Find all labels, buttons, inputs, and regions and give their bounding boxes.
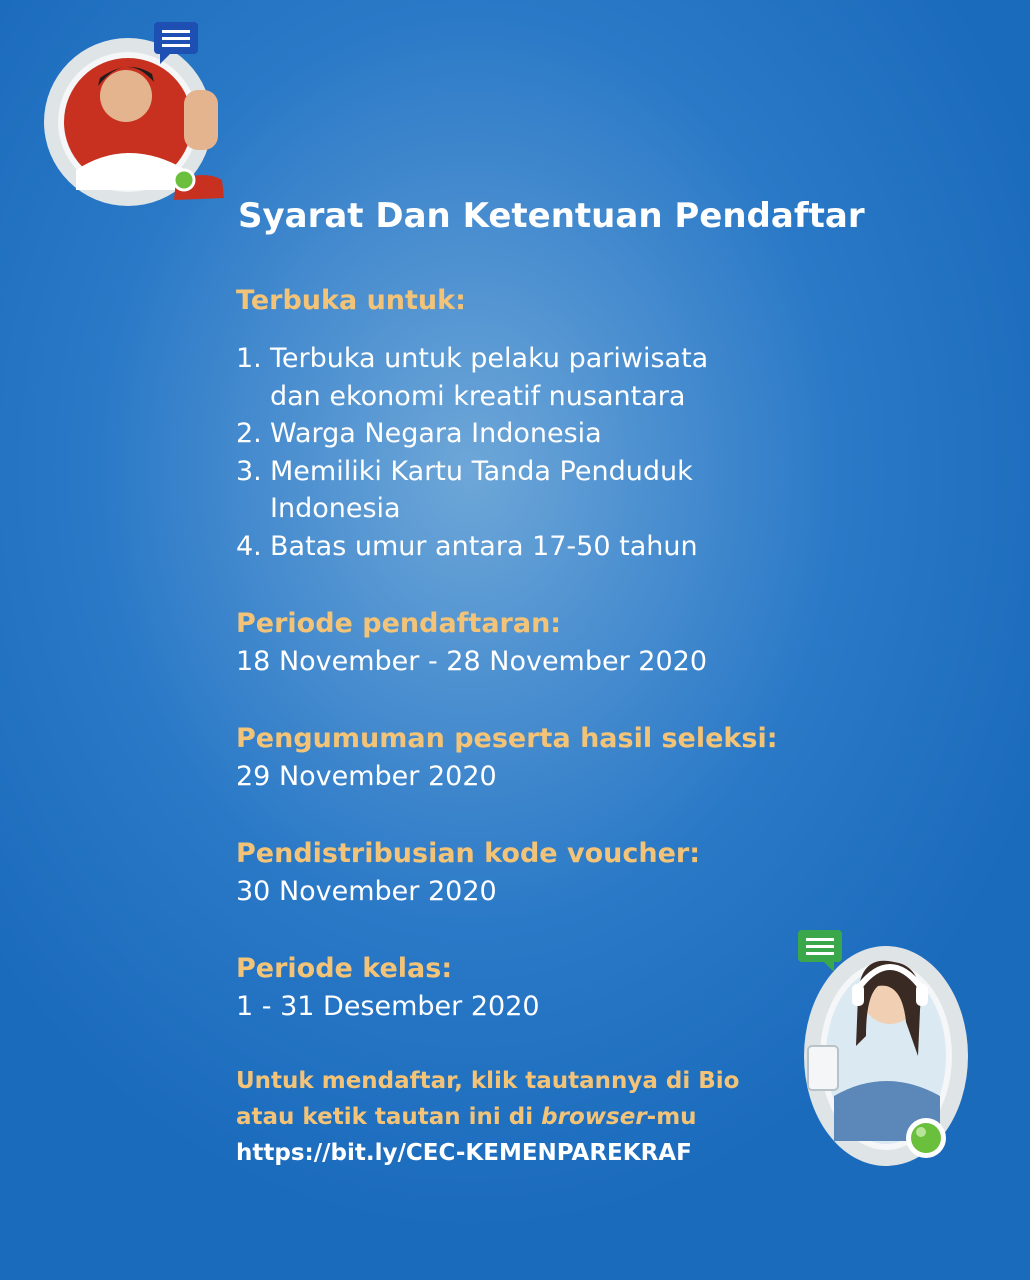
avatar-waving-man [36, 20, 236, 210]
chat-bubble-icon [798, 930, 842, 972]
list-item: 4. Batas umur antara 17-50 tahun [236, 530, 698, 562]
registration-period: Periode pendaftaran: 18 November - 28 November 2020 [236, 608, 707, 677]
list-item: 3. Memiliki Kartu Tanda Penduduk Indonesia [236, 455, 693, 524]
open-to-heading: Terbuka untuk: [236, 285, 466, 316]
requirements-list [236, 340, 796, 565]
list-item: 2. Warga Negara Indonesia [236, 418, 602, 449]
voucher-distribution: Pendistribusian kode voucher: 30 November 2020 [236, 838, 701, 907]
announcement: Pengumuman peserta hasil seleksi: 29 November 2020 [236, 723, 778, 792]
list-item: 1. Terbuka untuk pelaku pariwisata dan ekonomi kreatif nusantara [236, 343, 709, 412]
registration-link[interactable]: https://bit.ly/CEC-KEMENPAREKRAF [236, 1140, 692, 1166]
register-instructions: Untuk mendaftar, klik tautannya di Bio atau ketik tautan ini di browser-mu https://bit.ly/CEC-KEMENPAREKRAF [236, 1063, 796, 1171]
class-period: Periode kelas: 1 - 31 Desember 2020 [236, 953, 540, 1022]
page-title: Syarat Dan Ketentuan Pendaftar [238, 196, 865, 236]
avatar-woman-headphones [790, 926, 980, 1176]
content [236, 282, 796, 1171]
